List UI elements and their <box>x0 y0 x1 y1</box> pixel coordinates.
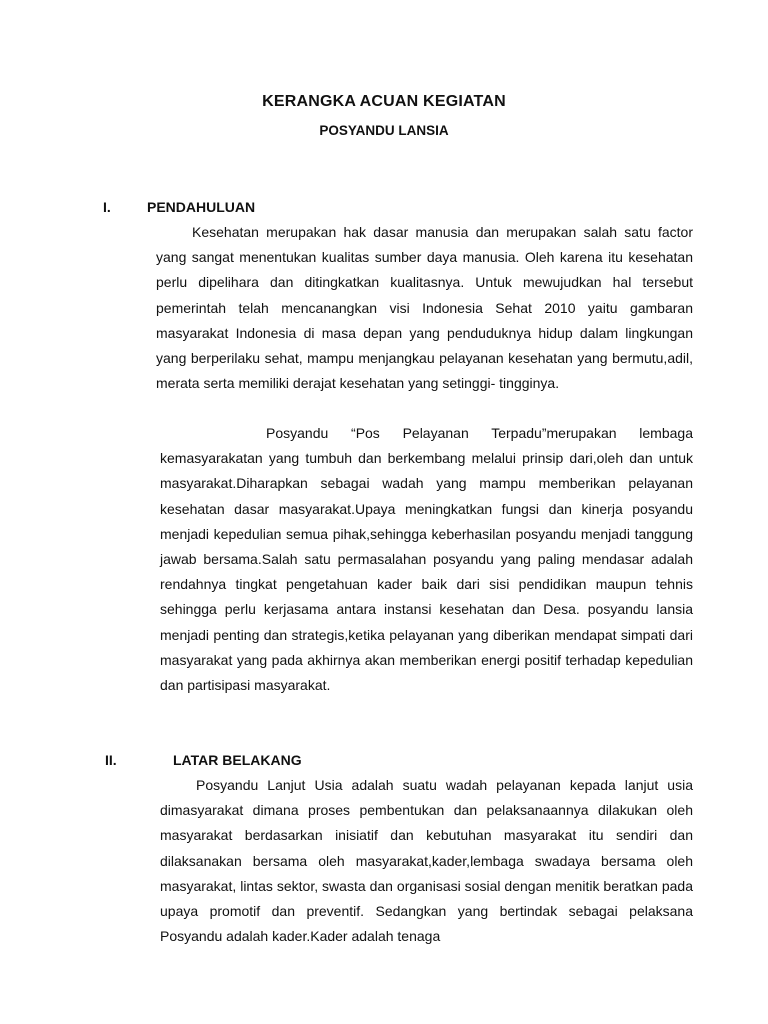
paragraph: Kesehatan merupakan hak dasar manusia dan merupakan salah satu factor yang sangat menentukan kualitas sumber daya manusia. Oleh karena itu kesehatan perlu dipelihara dan ditingkatkan kualitasnya. Untuk mewujudkan hal tersebut pemerintah telah mencanangkan visi Indonesia Sehat 2010 yaitu gambaran masyarakat Indonesia di masa depan yang penduduknya hidup dalam lingkungan yang berperilaku sehat, mampu menjangkau pelayanan kesehatan yang bermutu,adil, merata serta memiliki derajat kesehatan yang setinggi- tingginya. <box>156 224 693 392</box>
document-title: KERANGKA ACUAN KEGIATAN <box>262 93 506 110</box>
section-heading: LATAR BELAKANG <box>173 752 302 768</box>
paragraph: Posyandu “Pos Pelayanan Terpadu”merupakan lembaga kemasyarakatan yang tumbuh dan berkembang melalui prinsip dari,oleh dan untuk masyarakat.Diharapkan sebagai wadah yang mampu memberikan pelayanan kesehatan dasar masyarakat.Upaya meningkatkan fungsi dan kinerja posyandu menjadi kepedulian semua pihak,sehingga keberhasilan posyandu menjadi tanggung jawab bersama.Salah satu permasalahan posyandu yang paling mendasar adalah rendahnya tingkat pengetahuan kader baik dari sisi pendidikan maupun tehnis sehingga perlu kerjasama antara instansi kesehatan dan Desa. posyandu lansia menjadi penting dan strategis,ketika pelayanan yang diberikan mendapat simpati dari masyarakat yang pada akhirnya akan memberikan energi positif terhadap kepedulian dan partisipasi masyarakat. <box>160 425 693 694</box>
section-heading: PENDAHULUAN <box>147 199 256 215</box>
section-number: II. <box>105 752 117 768</box>
section-number: I. <box>103 199 111 215</box>
document-subtitle: POSYANDU LANSIA <box>319 123 449 138</box>
paragraph: Posyandu Lanjut Usia adalah suatu wadah pelayanan kepada lanjut usia dimasyarakat dimana proses pembentukan dan pelaksanaannya dilakukan oleh masyarakat berdasarkan inisiatif dan kebutuhan masyarakat itu sendiri dan dilaksanakan bersama oleh masyarakat,kader,lembaga swadaya bersama oleh masyarakat, lintas sektor, swasta dan organisasi sosial dengan menitik beratkan pada upaya promotif dan preventif. Sedangkan yang bertindak sebagai pelaksana Posyandu adalah kader.Kader adalah tenaga <box>160 777 693 945</box>
